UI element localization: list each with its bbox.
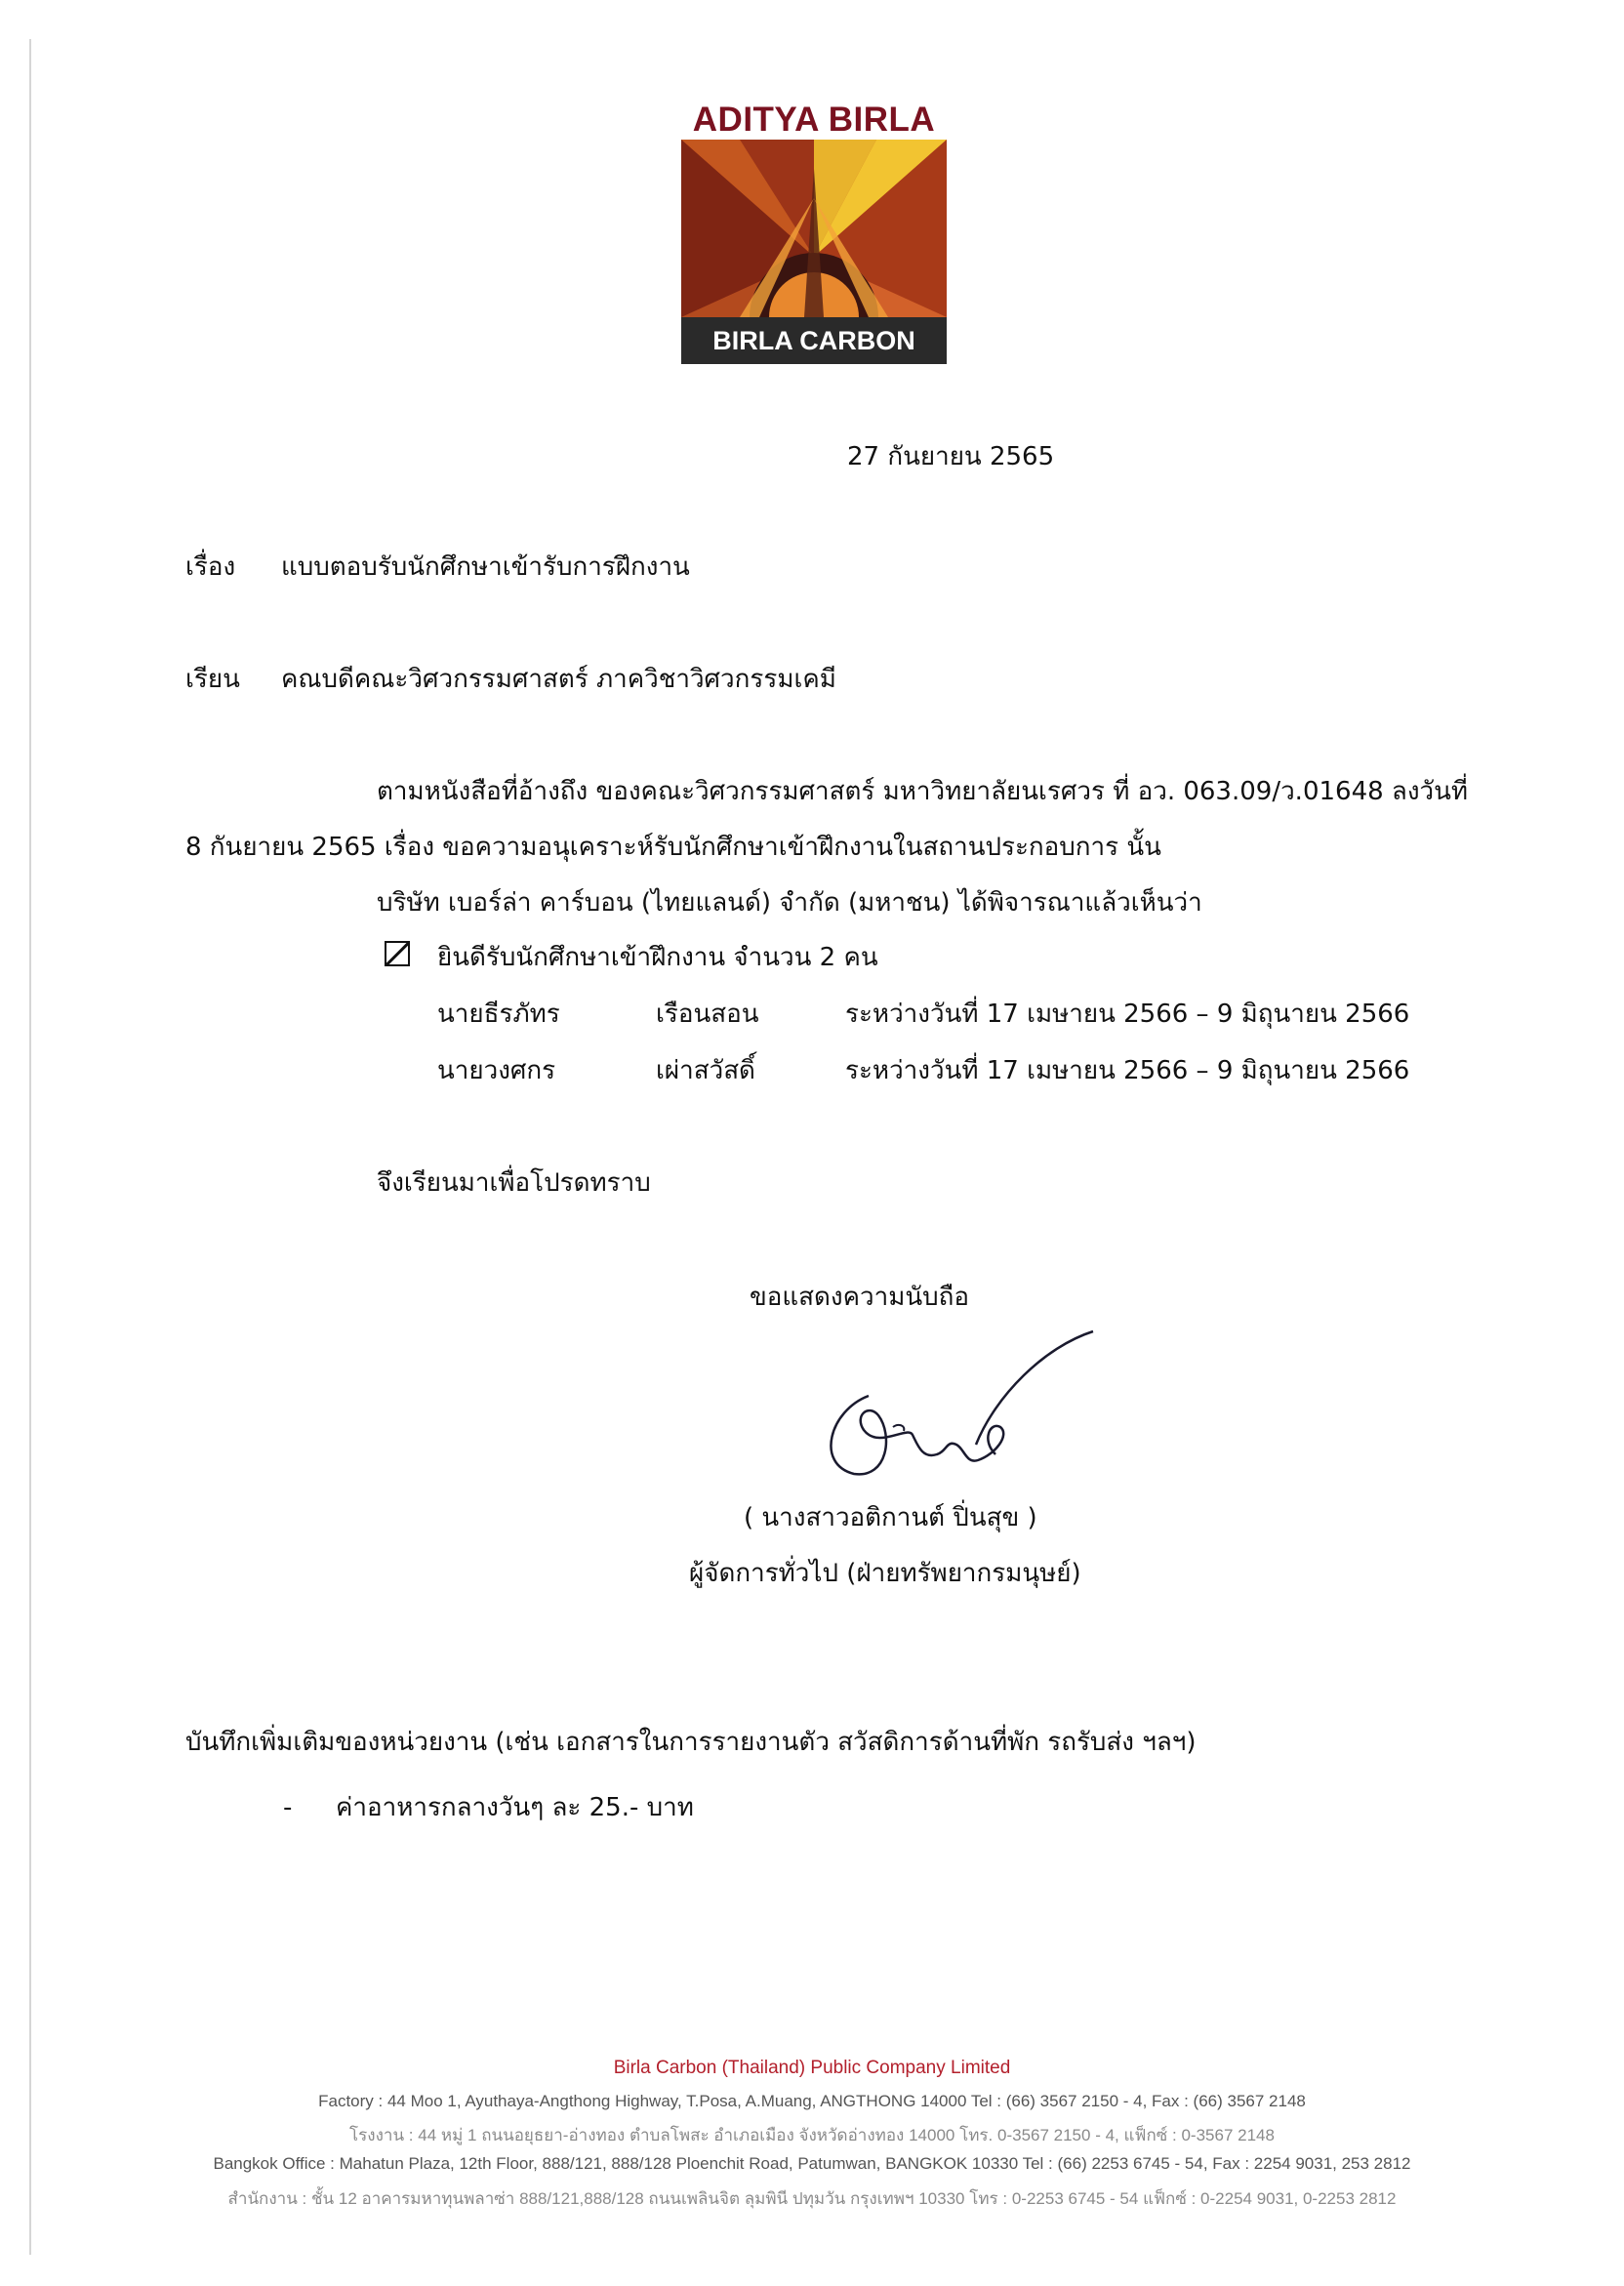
signature-icon <box>800 1318 1113 1493</box>
logo-emblem-icon <box>681 140 947 317</box>
acceptance-checkbox <box>385 941 410 966</box>
subject-label: เรื่อง <box>185 552 236 582</box>
regards-line: ขอแสดงความนับถือ <box>750 1283 969 1312</box>
student-1-period: ระหว่างวันที่ 17 เมษายน 2566 – 9 มิถุนายน 2566 <box>845 1000 1410 1029</box>
student-2-last-name: เผ่าสวัสดิ์ <box>656 1056 755 1085</box>
subject-text: แบบตอบรับนักศึกษาเข้ารับการฝึกงาน <box>281 552 690 582</box>
footer-factory-th: โรงงาน : 44 หมู่ 1 ถนนอยุธยา-อ่างทอง ตำบลโพสะ อำเภอเมือง จังหวัดอ่างทอง 14000 โทร. 0-3567 2150 - 4, แฟ็กซ์ : 0-3567 2148 <box>349 2126 1275 2144</box>
signatory-title: ผู้จัดการทั่วไป (ฝ่ายทรัพยากรมนุษย์) <box>689 1559 1081 1588</box>
recipient-text: คณบดีคณะวิศวกรรมศาสตร์ ภาควิชาวิศวกรรมเคมี <box>281 665 836 694</box>
footer-company-name: Birla Carbon (Thailand) Public Company Limited <box>613 2058 1011 2078</box>
company-logo <box>681 101 947 364</box>
footer-office-th: สำนักงาน : ชั้น 12 อาคารมหาทุนพลาซ่า 888/121,888/128 ถนนเพลินจิต ลุมพินี ปทุมวัน กรุงเทพฯ 10330 โทร : 0-2253 6745 - 54 แฟ็กซ์ : 0-2254 9031, 0-2253 2812 <box>227 2189 1397 2208</box>
acceptance-text: ยินดีรับนักศึกษาเข้าฝึกงาน จำนวน 2 คน <box>437 943 878 972</box>
footer-office-en: Bangkok Office : Mahatun Plaza, 12th Floor, 888/121, 888/128 Ploenchit Road, Patumwan, BANGKOK 10330 Tel : (66) 2253 6745 - 54, Fax : 2254 9031, 253 2812 <box>213 2154 1411 2173</box>
body-line-3: บริษัท เบอร์ล่า คาร์บอน (ไทยแลนด์) จำกัด (มหาชน) ได้พิจารณาแล้วเห็นว่า <box>377 888 1202 918</box>
student-1-last-name: เรือนสอน <box>656 1000 759 1029</box>
scan-edge <box>29 39 31 2255</box>
body-line-1: ตามหนังสือที่อ้างถึง ของคณะวิศวกรรมศาสตร์ มหาวิทยาลัยนเรศวร ที่ อว. 063.09/ว.01648 ลงวันที่ <box>377 777 1469 806</box>
notes-bullet: - <box>283 1793 293 1822</box>
logo-subbrand: BIRLA CARBON <box>681 317 947 364</box>
student-2-period: ระหว่างวันที่ 17 เมษายน 2566 – 9 มิถุนายน 2566 <box>845 1056 1410 1085</box>
signatory-name: ( นางสาวอติกานต์ ปิ่นสุข ) <box>744 1503 1037 1532</box>
footer-factory-en: Factory : 44 Moo 1, Ayuthaya-Angthong Highway, T.Posa, A.Muang, ANGTHONG 14000 Tel : (66) 3567 2150 - 4, Fax : (66) 3567 2148 <box>318 2092 1306 2110</box>
student-1-first-name: นายธีรภัทร <box>437 1000 560 1029</box>
letter-date: 27 กันยายน 2565 <box>847 442 1055 471</box>
student-2-first-name: นายวงศกร <box>437 1056 556 1085</box>
notes-item-1: ค่าอาหารกลางวันๆ ละ 25.- บาท <box>336 1793 694 1822</box>
closing-line: จึงเรียนมาเพื่อโปรดทราบ <box>377 1168 651 1198</box>
body-line-2: 8 กันยายน 2565 เรื่อง ขอความอนุเคราะห์รับนักศึกษาเข้าฝึกงานในสถานประกอบการ นั้น <box>185 833 1161 862</box>
recipient-label: เรียน <box>185 665 240 694</box>
notes-heading: บันทึกเพิ่มเติมของหน่วยงาน (เช่น เอกสารในการรายงานตัว สวัสดิการด้านที่พัก รถรับส่ง ฯลฯ) <box>185 1728 1197 1757</box>
logo-wordmark: ADITYA BIRLA <box>692 101 936 139</box>
